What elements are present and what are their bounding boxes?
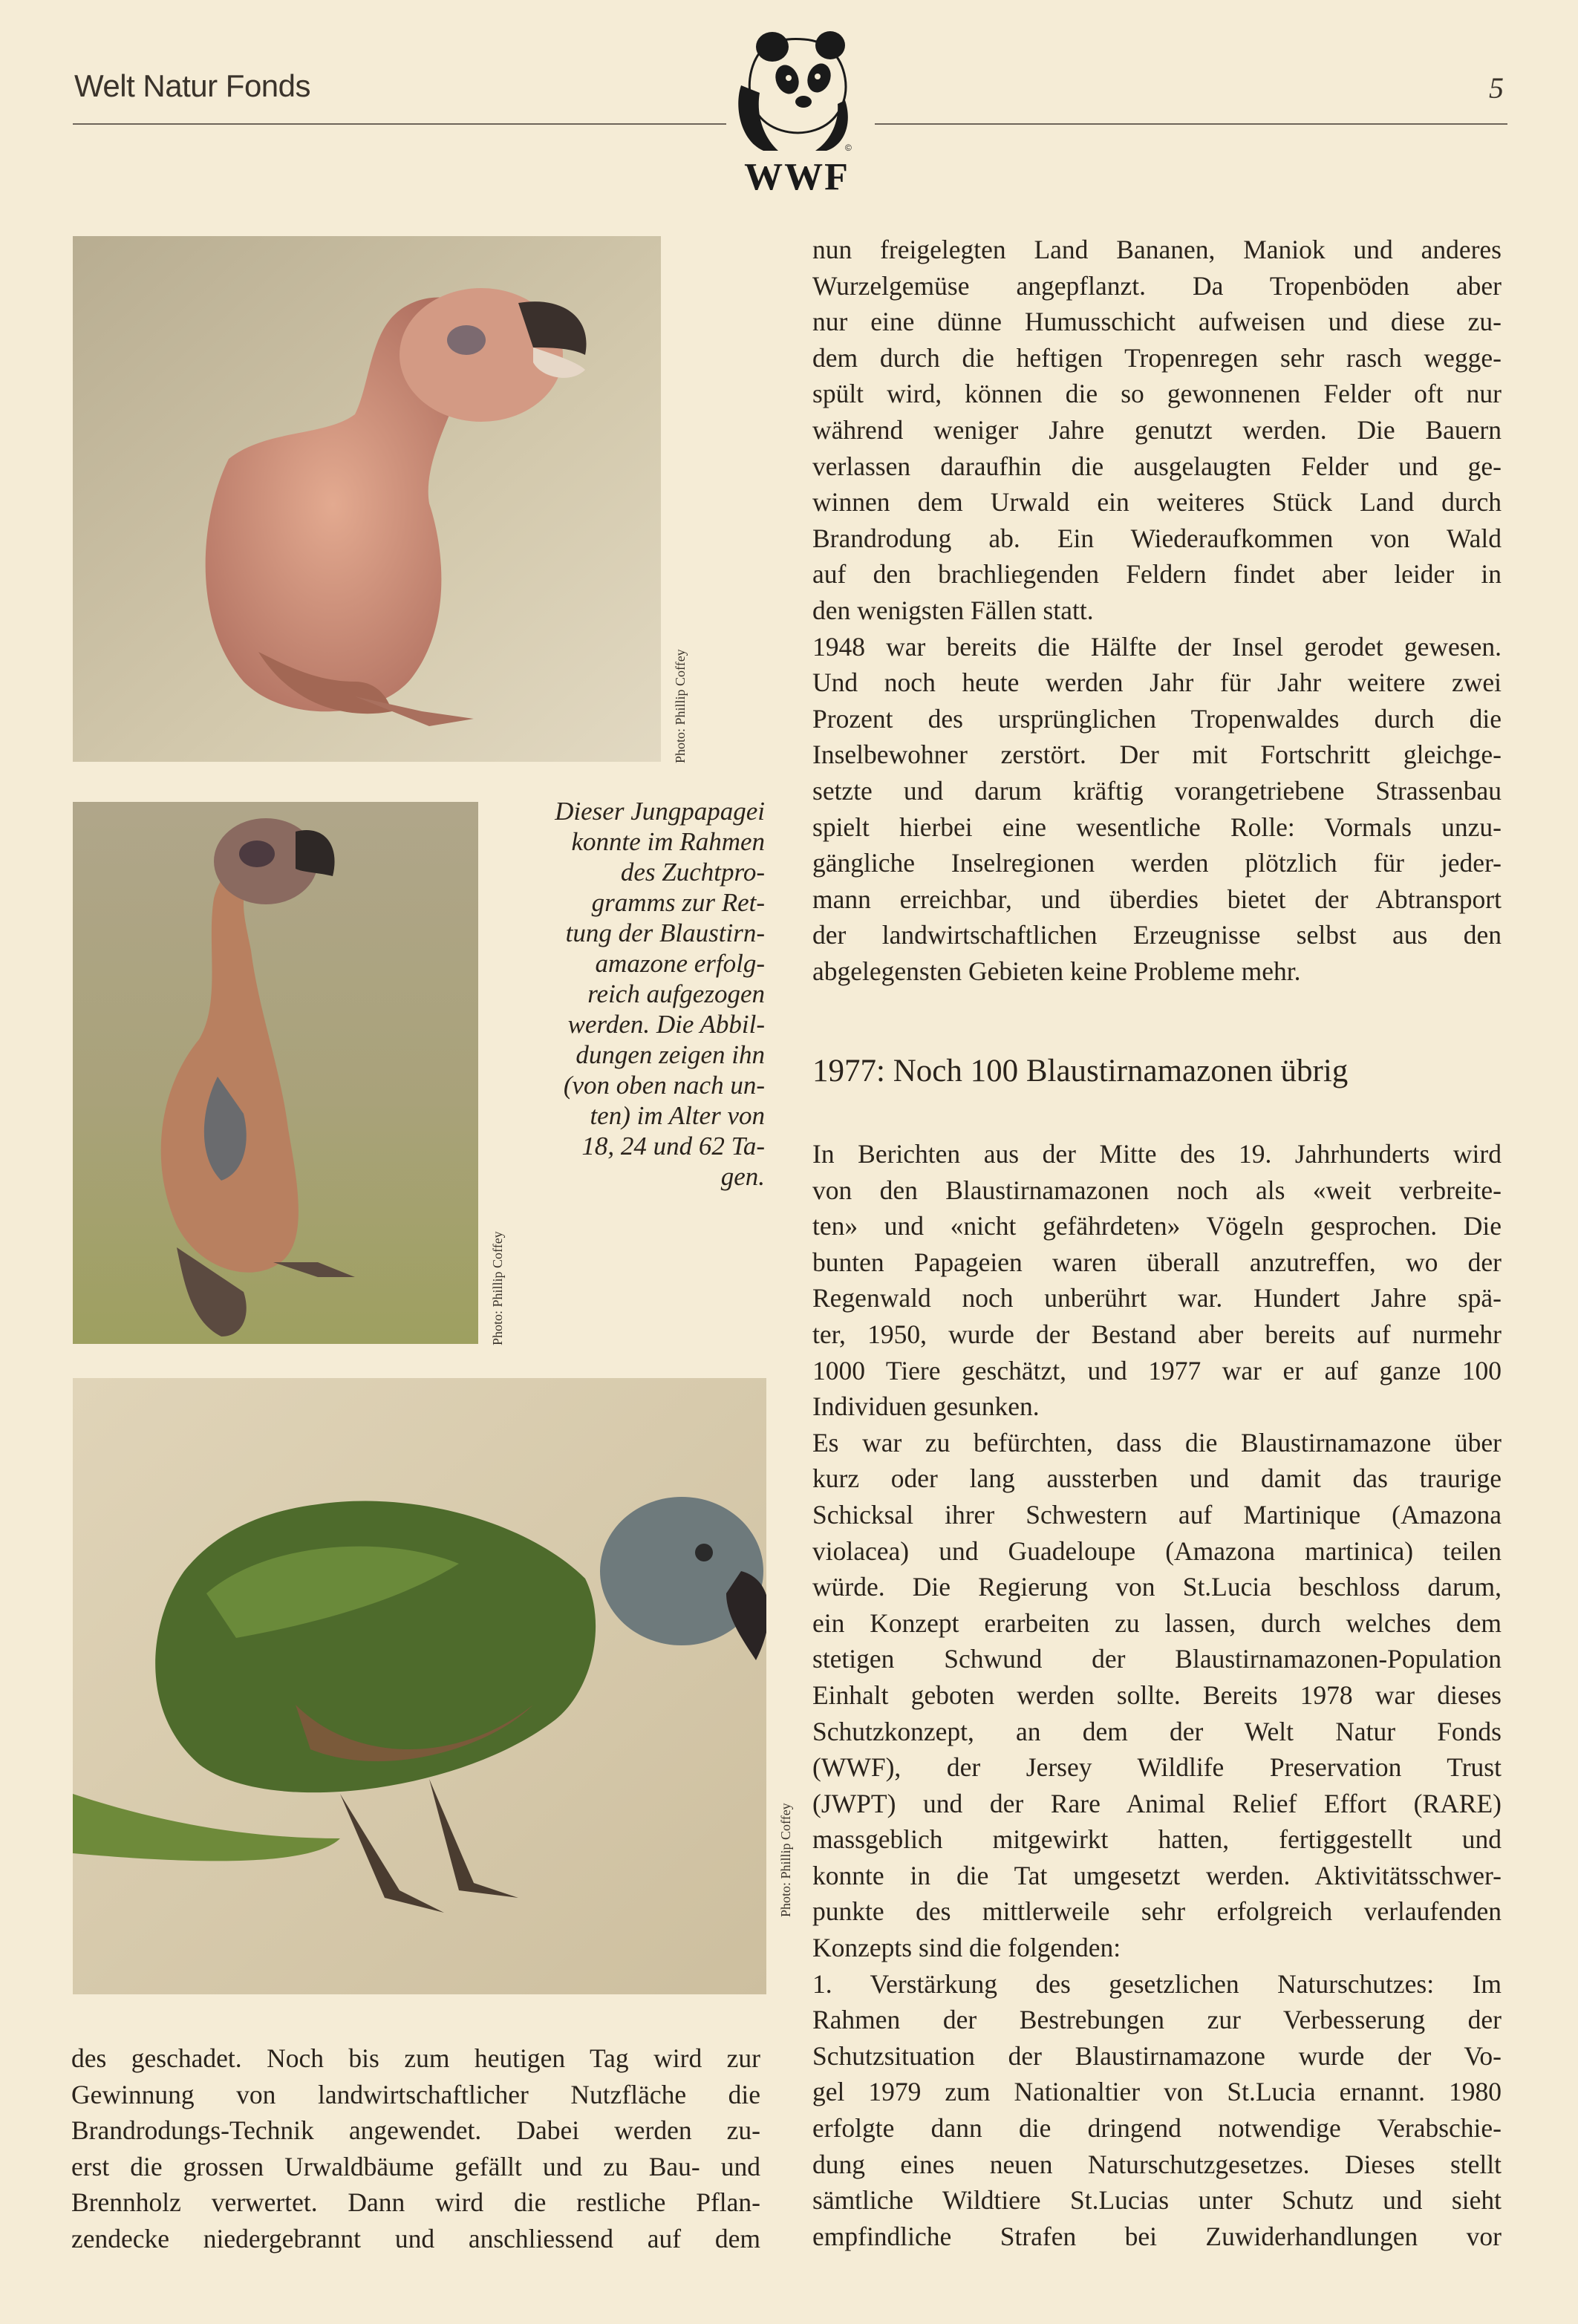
text-line: kurz oder lang aussterben und damit das traurige	[812, 1463, 1502, 1494]
caption-line: gen.	[720, 1162, 765, 1191]
text-line: erst die grossen Urwaldbäume gefällt und zu Bau- und	[71, 2151, 760, 2181]
caption-line: tung der Blaustirn-	[565, 918, 765, 947]
caption-line: 18, 24 und 62 Ta-	[581, 1132, 765, 1161]
article-text-right-bottom	[812, 1136, 1502, 2254]
header-rule-left	[73, 123, 726, 125]
text-line: nur eine dünne Humusschicht aufweisen und diese zu-	[812, 307, 1502, 337]
text-line: empfindliche Strafen bei Zuwiderhandlungen vor	[812, 2221, 1502, 2251]
caption-line: konnte im Rahmen	[571, 827, 765, 856]
text-line: 1000 Tiere geschätzt, und 1977 war er auf ganze 100	[812, 1355, 1502, 1385]
text-line: erfolgte dann die dringend notwendige Verabschie-	[812, 2113, 1502, 2144]
text-line: violacea) und Guadeloupe (Amazona martinica) teilen	[812, 1535, 1502, 1566]
caption-line: ten) im Alter von	[590, 1101, 765, 1130]
text-line: der landwirtschaftlichen Erzeugnisse selbst aus den	[812, 920, 1502, 950]
text-line: ten» und «nicht gefährdeten» Vögeln gesprochen. Die	[812, 1211, 1502, 1241]
text-line: bunten Papageien waren überall anzutreffen, wo der	[812, 1247, 1502, 1277]
text-line: winnen dem Urwald ein weiteres Stück Land durch	[812, 487, 1502, 518]
caption-line: (von oben nach un-	[563, 1071, 765, 1100]
text-line: würde. Die Regierung von St.Lucia beschloss darum,	[812, 1572, 1502, 1602]
article-text-left-bottom	[71, 2040, 760, 2257]
text-line: Und noch heute werden Jahr für Jahr weitere zwei	[812, 668, 1502, 698]
photo-credit-1: Photo: Phillip Coffey	[673, 649, 688, 763]
svg-text:©: ©	[845, 143, 852, 152]
photo-credit-3: Photo: Phillip Coffey	[778, 1803, 793, 1917]
text-line: ter, 1950, wurde der Bestand aber bereits auf nurmehr	[812, 1319, 1502, 1349]
caption-line: des Zuchtpro-	[620, 858, 765, 887]
wwf-logo-text: WWF	[744, 156, 850, 198]
text-line: Rahmen der Bestrebungen zur Verbesserung der	[812, 2005, 1502, 2035]
text-line: dung eines neuen Naturschutzgesetzes. Dieses stellt	[812, 2149, 1502, 2179]
page-number: 5	[1489, 71, 1504, 105]
photo-parrot-chick-18-days	[73, 236, 661, 762]
text-line: Individuen gesunken.	[812, 1391, 1040, 1422]
text-line: Schutzkonzept, an dem der Welt Natur Fonds	[812, 1716, 1502, 1746]
text-line: des geschadet. Noch bis zum heutigen Tag wird zur	[71, 2043, 760, 2073]
text-line: spült wird, können die so gewonnenen Felder oft nur	[812, 379, 1502, 409]
text-line: Brennholz verwertet. Dann wird die restliche Pflan-	[71, 2187, 760, 2218]
wwf-panda-logo	[734, 19, 860, 198]
photo-caption	[490, 796, 765, 1192]
text-line: nun freigelegten Land Bananen, Maniok und anderes	[812, 235, 1502, 264]
text-line: verlassen daraufhin die ausgelaugten Felder und ge-	[812, 451, 1502, 481]
header-rule-right	[875, 123, 1507, 125]
caption-line: werden. Die Abbil-	[567, 1010, 765, 1039]
text-line: 1. Verstärkung des gesetzlichen Naturschutzes: Im	[812, 1968, 1502, 1999]
text-line: (JWPT) und der Rare Animal Relief Effort (RARE)	[812, 1788, 1502, 1818]
text-line: zendecke niedergebrannt und anschliessend auf dem	[71, 2223, 760, 2253]
text-line: Einhalt geboten werden sollte. Bereits 1978 war dieses	[812, 1680, 1502, 1710]
article-text-right-top	[812, 232, 1502, 989]
text-line: Es war zu befürchten, dass die Blaustirnamazone über	[812, 1427, 1502, 1458]
text-line: Inselbewohner zerstört. Der mit Fortschritt gleichge-	[812, 740, 1502, 770]
text-line: abgelegensten Gebieten keine Probleme mehr.	[812, 956, 1301, 986]
text-line: von den Blaustirnamazonen noch als «weit verbreite-	[812, 1175, 1502, 1205]
text-line: konnte in die Tat umgesetzt werden. Aktivitätsschwer-	[812, 1860, 1502, 1890]
text-line: Schutzsituation der Blaustirnamazone wurde der Vo-	[812, 2040, 1502, 2071]
text-line: während weniger Jahre genutzt werden. Die Bauern	[812, 414, 1502, 445]
text-line: Wurzelgemüse angepflanzt. Da Tropenböden aber	[812, 270, 1502, 301]
text-line: den wenigsten Fällen statt.	[812, 595, 1094, 625]
text-line: stetigen Schwund der Blaustirnamazonen-Population	[812, 1644, 1502, 1674]
text-line: sämtliche Wildtiere St.Lucias unter Schutz und sieht	[812, 2185, 1502, 2216]
text-line: gängliche Inselregionen werden plötzlich für jeder-	[812, 848, 1502, 878]
photo-parrot-chick-24-days	[73, 802, 478, 1344]
text-line: spielt hierbei eine wesentliche Rolle: Vormals unzu-	[812, 812, 1502, 842]
text-line: massgeblich mitgewirkt hatten, fertiggestellt und	[812, 1824, 1502, 1855]
photo-parrot-chick-62-days	[73, 1378, 766, 1994]
text-line: ein Konzept erarbeiten zu lassen, durch welches dem	[812, 1607, 1502, 1638]
publication-title: Welt Natur Fonds	[74, 68, 311, 103]
text-line: Brandrodung ab. Ein Wiederaufkommen von Wald	[812, 523, 1502, 553]
text-line: Prozent des ursprünglichen Tropenwaldes durch die	[812, 703, 1502, 734]
text-line: Gewinnung von landwirtschaftlicher Nutzfläche die	[71, 2079, 760, 2109]
text-line: In Berichten aus der Mitte des 19. Jahrhunderts wird	[812, 1139, 1502, 1169]
caption-line: Dieser Jungpapagei	[555, 797, 765, 826]
text-line: Regenwald noch unberührt war. Hundert Jahre spä-	[812, 1283, 1502, 1313]
photo-credit-2: Photo: Phillip Coffey	[490, 1231, 505, 1345]
text-line: setzte und darum kräftig vorangetriebene Strassenbau	[812, 775, 1502, 806]
caption-line: amazone erfolg-	[595, 949, 765, 978]
text-line: punkte des mittlerweile sehr erfolgreich verlaufenden	[812, 1896, 1502, 1927]
text-line: 1948 war bereits die Hälfte der Insel gerodet gewesen.	[812, 631, 1502, 662]
text-line: (WWF), der Jersey Wildlife Preservation Trust	[812, 1752, 1502, 1783]
text-line: mann erreichbar, und überdies bietet der Abtransport	[812, 884, 1502, 914]
text-line: Schicksal ihrer Schwestern auf Martinique (Amazona	[812, 1499, 1502, 1530]
text-line: Konzepts sind die folgenden:	[812, 1933, 1121, 1963]
panda-icon	[734, 19, 860, 152]
text-line: auf den brachliegenden Feldern findet aber leider in	[812, 559, 1502, 590]
section-heading: 1977: Noch 100 Blaustirnamazonen übrig	[812, 1054, 1349, 1088]
text-line: Brandrodungs-Technik angewendet. Dabei werden zu-	[71, 2115, 760, 2146]
text-line: dem durch die heftigen Tropenregen sehr rasch wegge-	[812, 342, 1502, 373]
caption-line: gramms zur Ret-	[591, 888, 765, 917]
text-line: gel 1979 zum Nationaltier von St.Lucia ernannt. 1980	[812, 2077, 1502, 2107]
caption-line: dungen zeigen ihn	[576, 1040, 765, 1069]
caption-line: reich aufgezogen	[587, 979, 765, 1008]
